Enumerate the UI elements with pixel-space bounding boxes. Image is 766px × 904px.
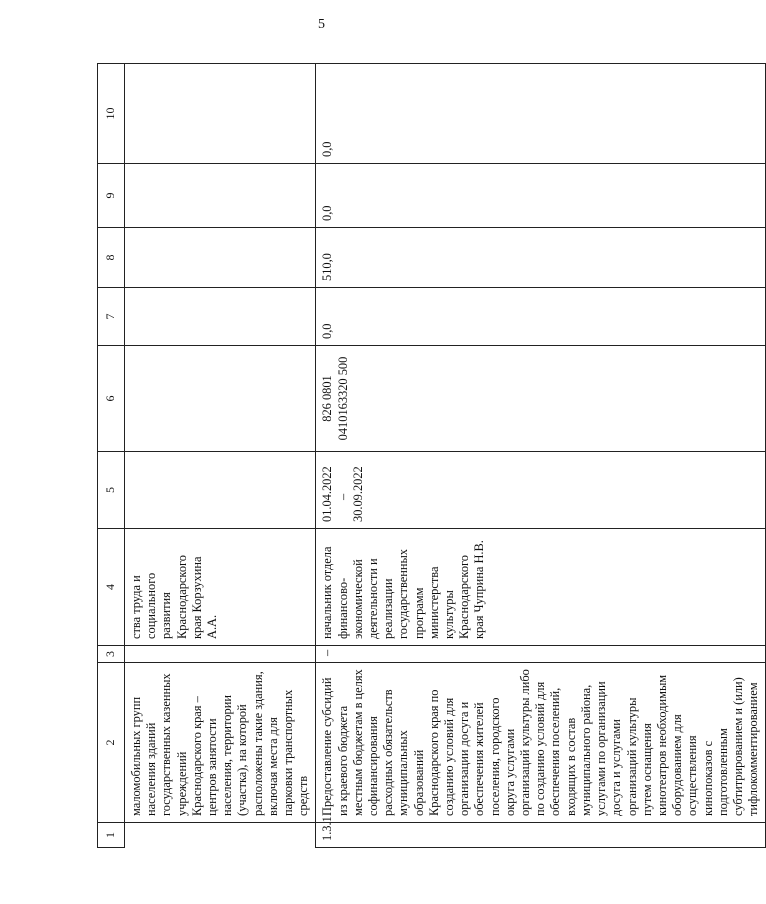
cell-code bbox=[125, 346, 316, 452]
rotated-table-container bbox=[97, 64, 761, 848]
col-number: 1 bbox=[98, 823, 125, 848]
col-number: 6 bbox=[98, 346, 125, 452]
cell-amount: 0,0 bbox=[316, 164, 766, 228]
cell-responsible: начальник отдела финансово-экономической деятельности и реализации государственных программ министерства культуры Краснодарского края Чуприна Н.В. bbox=[316, 529, 766, 646]
column-number-row bbox=[98, 64, 125, 848]
col-number: 3 bbox=[98, 646, 125, 663]
col-number: 4 bbox=[98, 529, 125, 646]
measures-table bbox=[97, 63, 766, 848]
cell-amount bbox=[125, 164, 316, 228]
cell-index bbox=[125, 823, 316, 848]
code-line-1: 826 0801 bbox=[320, 375, 335, 422]
cell-amount: 0,0 bbox=[316, 64, 766, 164]
cell-amount: 0,0 bbox=[316, 288, 766, 346]
code-line-2: 0410163320 500 bbox=[335, 356, 350, 441]
cell-col3: – bbox=[316, 646, 766, 663]
cell-amount bbox=[125, 288, 316, 346]
cell-index: 1.3.1 bbox=[316, 823, 766, 848]
col-number: 9 bbox=[98, 164, 125, 228]
cell-description: маломобильных групп населения зданий государственных казенных учреждений Краснодарского края – центров занятости населения, территории (участка), на которой расположены такие здания, включая места для парковки транспортных средств bbox=[125, 663, 316, 823]
cell-description: Предоставление субсидий из краевого бюджета местным бюджетам в целях софинансирования расходных обязательств муниципальных образований Краснодарского края по созданию условий для организации досуга и обеспечения жителей поселения, городского округа услугами организаций культуры либо по созданию условий для обеспечения поселений, входящих в состав муниципального района, услугами по организации досуга и услугами организаций культуры путем оснащения кинотеатров необходимым оборудованием для осуществления кинопоказов с подготовленным субтитрированием и (или) тифлокомментированием bbox=[316, 663, 766, 823]
cell-amount: 510,0 bbox=[316, 228, 766, 288]
cell-period bbox=[316, 452, 766, 529]
period-start: 01.04.2022 bbox=[320, 466, 335, 522]
period-end: 30.09.2022 bbox=[350, 466, 365, 522]
cell-responsible: ства труда и социального развития Краснодарского края Корзухина А.А. bbox=[125, 529, 316, 646]
period-dash: – bbox=[335, 493, 350, 500]
col-number: 10 bbox=[98, 64, 125, 164]
cell-col3 bbox=[125, 646, 316, 663]
col-number: 7 bbox=[98, 288, 125, 346]
col-number: 2 bbox=[98, 663, 125, 823]
cell-code bbox=[316, 346, 766, 452]
col-number: 8 bbox=[98, 228, 125, 288]
cell-amount bbox=[125, 228, 316, 288]
page-number: 5 bbox=[318, 17, 325, 32]
cell-amount bbox=[125, 64, 316, 164]
col-number: 5 bbox=[98, 452, 125, 529]
row-1-3-1 bbox=[316, 64, 766, 848]
cell-period bbox=[125, 452, 316, 529]
continuation-row bbox=[125, 64, 316, 848]
